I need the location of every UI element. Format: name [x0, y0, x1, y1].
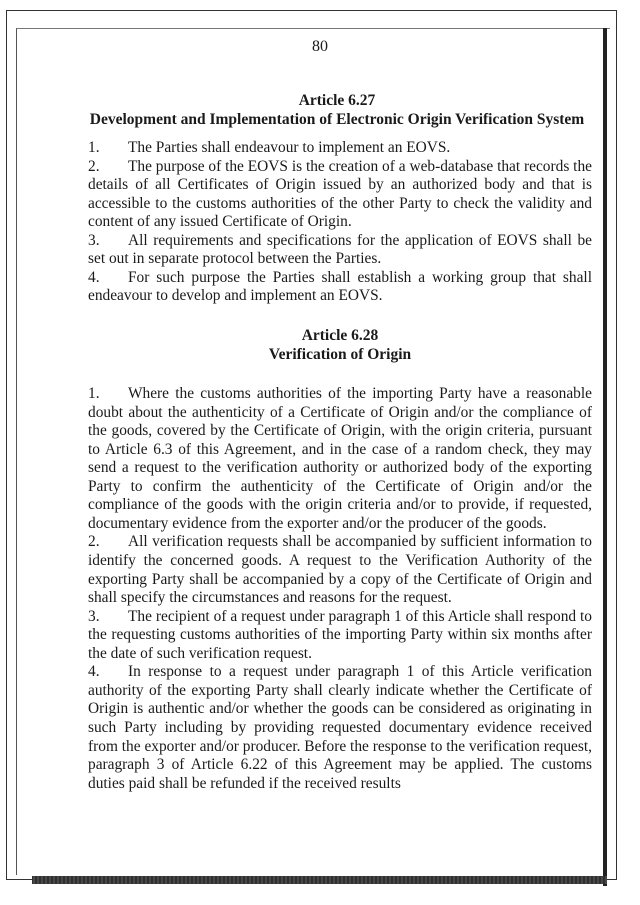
article-6-27-paragraph-2: 2. The purpose of the EOVS is the creation of a web-database that records the details of all Certificates of Origin issued by an authorized body and that is accessible to the customs authorities of the other Party to check the validity and content of any issued Certificate of Origin.	[88, 157, 592, 231]
article-6-28-paragraph-3: 3. The recipient of a request under paragraph 1 of this Article shall respond to the requesting customs authorities of the importing Party within six months after the date of such verification request.	[88, 607, 592, 662]
article-6-27-paragraph-1: 1. The Parties shall endeavour to implement an EOVS.	[88, 139, 451, 157]
page-number: 80	[312, 38, 328, 55]
article-6-27-title: Article 6.27	[298, 92, 376, 109]
article-6-28-paragraph-2: 2. All verification requests shall be accompanied by sufficient information to identify the concerned goods. A request to the Verification Authority of the exporting Party shall be accompanied by a copy of the Certificate of Origin and shall specify the circumstances and reasons for the request.	[88, 533, 592, 607]
article-6-27-heading	[82, 92, 592, 129]
article-6-28-paragraph-1: 1. Where the customs authorities of the importing Party have a reasonable doubt about the authenticity of a Certificate of Origin and/or the compliance of the goods, covered by the Certificate of Origin, with the origin criteria, pursuant to Article 6.3 of this Agreement, and in the case of a random check, they may send a request to the verification authority or authorized body of the exporting Party to confirm the authenticity of the Certificate of Origin and/or the compliance of the goods with the origin criteria and/or to provide, if requested, documentary evidence from the exporter and/or the producer of the goods.	[88, 385, 592, 532]
article-6-27-paragraph-3: 3. All requirements and specifications for the application of EOVS shall be set out in separate protocol between the Parties.	[88, 231, 592, 268]
document-body	[88, 92, 592, 793]
article-6-28-heading	[88, 327, 592, 364]
article-6-28-subtitle: Verification of Origin	[268, 345, 412, 363]
page-edge-right	[603, 28, 607, 886]
page-edge-bottom	[32, 876, 607, 884]
article-6-27-subtitle: Development and Implementation of Electronic Origin Verification System	[89, 110, 585, 128]
article-6-28-title: Article 6.28	[301, 327, 379, 345]
article-6-27-paragraph-4: 4. For such purpose the Parties shall establish a working group that shall endeavour to develop and implement an EOVS.	[88, 268, 592, 305]
article-6-28-paragraph-4: 4. In response to a request under paragraph 1 of this Article verification authority of the exporting Party shall clearly indicate whether the Certificate of Origin is authentic and/or whether the goods can be considered as originating in such Party including by providing requested documentary evidence received from the exporter and/or producer. Before the response to the verification request, paragraph 3 of Article 6.22 of this Agreement may be applied. The customs duties paid shall be refunded if the received results	[88, 663, 592, 792]
